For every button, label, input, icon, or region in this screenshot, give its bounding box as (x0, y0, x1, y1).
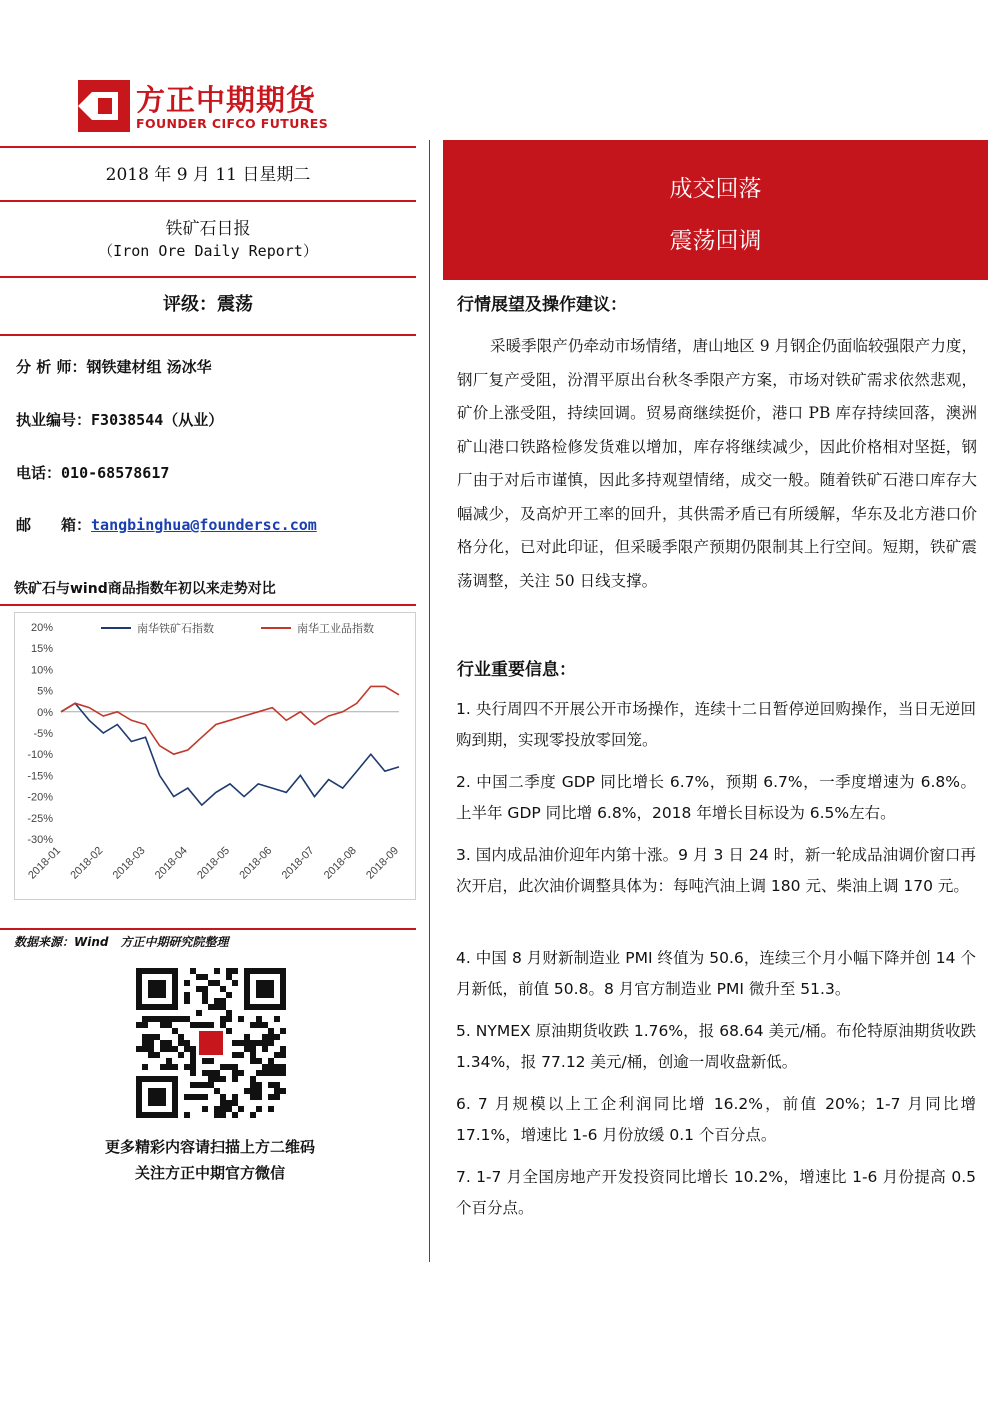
series-line-2 (61, 686, 399, 754)
y-tick-label: -5% (33, 728, 53, 740)
x-tick-label: 2018-03 (110, 844, 148, 882)
column-divider (429, 140, 430, 1262)
news-item: 1. 央行周四不开展公开市场操作，连续十二日暂停逆回购操作，当日无逆回购到期，实现零投放零回笼。 (456, 700, 976, 749)
divider (0, 200, 416, 202)
news-heading: 行业重要信息： (457, 660, 576, 680)
x-tick-label: 2018-07 (279, 844, 317, 882)
news-item: 7. 1-7 月全国房地产开发投资同比增长 10.2%，增速比 1-6 月份提高 0.5 个百分点。 (456, 1168, 976, 1217)
series-line-1 (61, 703, 399, 805)
legend-label: 南华铁矿石指数 (137, 622, 214, 635)
x-tick-label: 2018-02 (68, 844, 106, 882)
company-logo (78, 78, 368, 134)
data-source: 数据来源：Wind 方正中期研究院整理 (14, 935, 229, 949)
brand-name-en: FOUNDER CIFCO FUTURES (136, 116, 329, 131)
license-row (16, 409, 223, 430)
analyst-value: 钢铁建材组 汤冰华 (86, 358, 212, 376)
qr-caption-line2: 关注方正中期官方微信 (134, 1164, 285, 1182)
brand-name-cn: 方正中期期货 (136, 83, 317, 117)
divider (0, 146, 416, 148)
x-tick-label: 2018-05 (195, 844, 233, 882)
divider (0, 604, 416, 606)
analyst-row (16, 356, 212, 377)
headline-line2: 震荡回调 (669, 228, 762, 254)
report-date: 2018 年 9 月 11 日星期二 (105, 165, 311, 185)
outlook-heading: 行情展望及操作建议： (457, 295, 627, 315)
y-tick-label: 5% (37, 685, 53, 698)
rating: 评级：震荡 (163, 294, 253, 315)
legend-label: 南华工业品指数 (297, 622, 374, 635)
analyst-label: 分 析 师： (16, 358, 87, 376)
y-tick-label: 0% (37, 706, 53, 719)
x-tick-label: 2018-04 (152, 844, 190, 882)
news-item: 6. 7 月规模以上工企利润同比增 16.2%，前值 20%；1-7 月同比增 17.1%，增速比 1-6 月份放缓 0.1 个百分点。 (456, 1095, 976, 1144)
phone-value: 010-68578617 (61, 464, 170, 482)
x-tick-label: 2018-09 (364, 844, 402, 882)
news-item: 3. 国内成品油价迎年内第十涨。9 月 3 日 24 时，新一轮成品油调价窗口再次开启，此次油价调整具体为：每吨汽油上调 180 元、柴油上调 170 元。 (456, 846, 976, 895)
news-item: 2. 中国二季度 GDP 同比增长 6.7%，预期 6.7%，一季度增速为 6.8%。上半年 GDP 同比增 6.8%，2018 年增长目标设为 6.5%左右。 (456, 773, 976, 822)
phone-label: 电话： (16, 464, 62, 482)
report-title-en: （Iron Ore Daily Report） (98, 242, 318, 260)
email-row (16, 514, 317, 535)
divider (0, 276, 416, 278)
founder-logo-icon (78, 80, 130, 132)
price-comparison-chart (14, 612, 416, 900)
news-item: 4. 中国 8 月财新制造业 PMI 终值为 50.6，连续三个月小幅下降并创 14 个月新低，前值 50.8。8 月官方制造业 PMI 微升至 51.3。 (456, 949, 976, 998)
y-tick-label: -30% (27, 834, 53, 846)
report-title-cn: 铁矿石日报 (165, 219, 251, 239)
y-tick-label: -20% (27, 791, 53, 804)
divider (0, 334, 416, 336)
headline-line1: 成交回落 (669, 176, 762, 202)
y-tick-label: -15% (27, 770, 53, 783)
email-label: 邮 箱： (16, 516, 92, 534)
qr-caption-line1: 更多精彩内容请扫描上方二维码 (104, 1138, 315, 1156)
chart-svg (15, 613, 415, 899)
x-tick-label: 2018-01 (26, 844, 64, 882)
y-tick-label: 10% (30, 664, 53, 677)
y-tick-label: -25% (27, 812, 53, 825)
license-label: 执业编号： (16, 411, 92, 429)
chart-title: 铁矿石与wind商品指数年初以来走势对比 (14, 581, 276, 597)
news-item: 5. NYMEX 原油期货收跌 1.76%，报 68.64 美元/桶。布伦特原油期货收跌 1.34%，报 77.12 美元/桶，创逾一周收盘新低。 (456, 1022, 976, 1071)
y-tick-label: -10% (27, 749, 53, 762)
outlook-paragraph: 采暖季限产仍牵动市场情绪，唐山地区 9 月钢企仍面临较强限产力度，钢厂复产受阻，汾渭平原出台秋冬季限产方案，市场对铁矿需求依然悲观，矿价上涨受阻，持续回调。贸易商继续挺价，港口 PB 库存持续回落，澳洲矿山港口铁路检修发货难以增加，库存将继续减少，因此价格相对坚挺，钢厂由于对后市谨慎，因此多持观望情绪，成交一般。随着铁矿石港口库存大幅减少，及高炉开工率的回升，其供需矛盾已有所缓解，华东及北方港口价格分化，已对此印证，但采暖季限产预期仍限制其上行空间。短期，铁矿震荡调整，关注 50 日线支撑。 (457, 337, 977, 590)
phone-row (16, 462, 169, 483)
y-tick-label: 15% (30, 643, 53, 656)
email-link[interactable]: tangbinghua@foundersc.com (91, 516, 317, 534)
x-tick-label: 2018-06 (237, 844, 275, 882)
divider (0, 928, 416, 930)
headline-banner (443, 140, 988, 280)
y-tick-label: 20% (30, 622, 53, 634)
license-value: F3038544（从业） (91, 411, 224, 429)
qr-code-icon (136, 968, 286, 1118)
x-tick-label: 2018-08 (321, 844, 359, 882)
